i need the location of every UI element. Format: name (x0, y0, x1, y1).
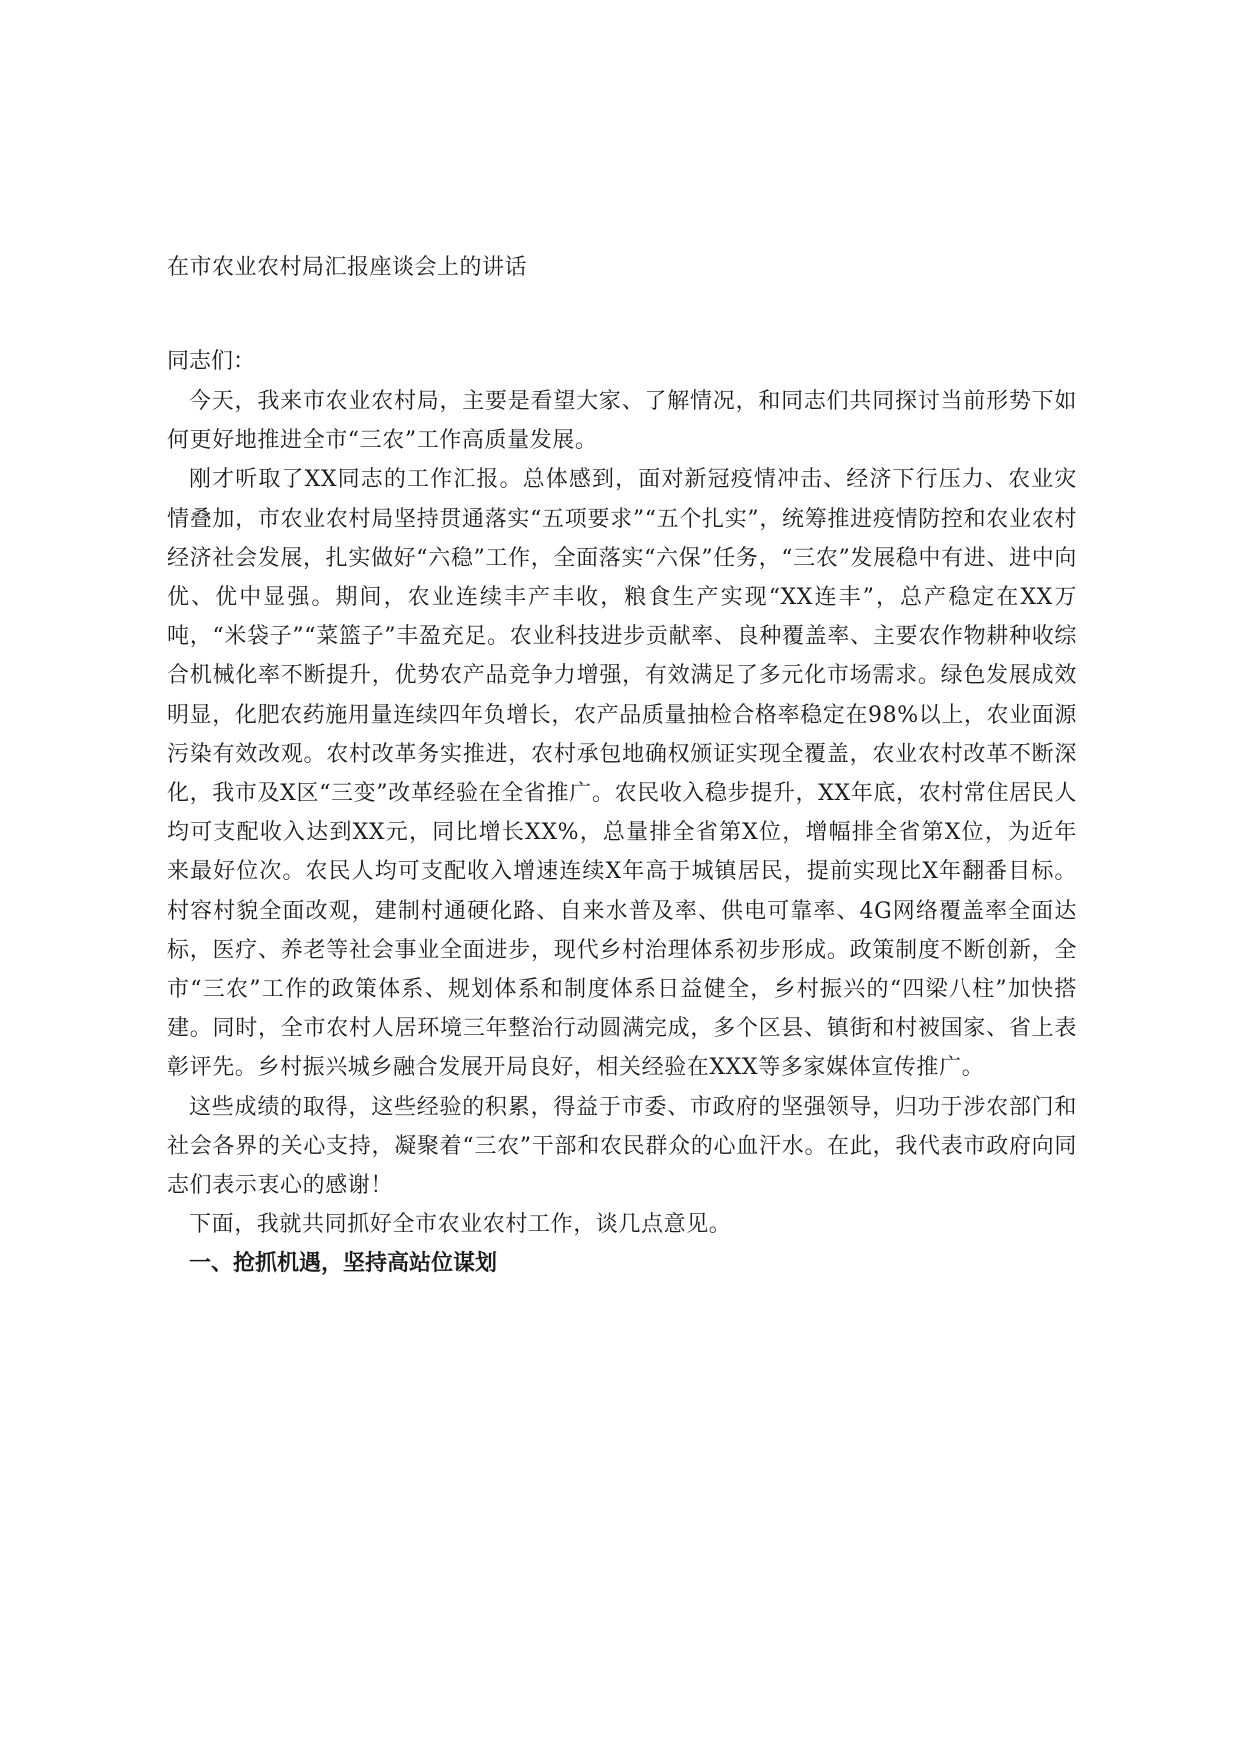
document-title: 在市农业农村局汇报座谈会上的讲话 (167, 255, 528, 280)
section-heading: 一、抢抓机遇，坚持高站位谋划 (189, 1251, 498, 1277)
paragraph-achievements: 刚才听取了XX同志的工作汇报。总体感到，面对新冠疫情冲击、经济下行压力、农业灾情叠加，市农业农村局坚持贯通落实“五项要求”“五个扎实”，统筹推进疫情防控和农业农村经济社会发展，扎实做好“六稳”工作，全面落实“六保”任务，“三农”发展稳中有进、进中向优、优中显强。期间，农业连续丰产丰收，粮食生产实现“XX连丰”，总产稳定在XX万吨，“米袋子”“菜篮子”丰盈充足。农业科技进步贡献率、良种覆盖率、主要农作物耕种收综合机械化率不断提升，优势农产品竞争力增强，有效满足了多元化市场需求。绿色发展成效明显，化肥农药施用量连续四年负增长，农产品质量抽检合格率稳定在98%以上，农业面源污染有效改观。农村改革务实推进，农村承包地确权颁证实现全覆盖，农业农村改革不断深化，我市及X区“三变”改革经验在全省推广。农民收入稳步提升，XX年底，农村常住居民人均可支配收入达到XX元，同比增长XX%，总量排全省第X位，增幅排全省第X位，为近年来最好位次。农民人均可支配收入增速连续X年高于城镇居民，提前实现比X年翻番目标。村容村貌全面改观，建制村通硬化路、自来水普及率、供电可靠率、4G网络覆盖率全面达标，医疗、养老等社会事业全面进步，现代乡村治理体系初步形成。政策制度不断创新，全市“三农”工作的政策体系、规划体系和制度体系日益健全，乡村振兴的“四梁八柱”加快搭建。同时，全市农村人居环境三年整治行动圆满完成，多个区县、镇街和村被国家、省上表彰评先。乡村振兴城乡融合发展开局良好，相关经验在XXX等多家媒体宣传推广。 (167, 467, 1077, 1081)
salutation: 同志们： (167, 349, 256, 374)
paragraph-transition: 下面，我就共同抓好全市农业农村工作，谈几点意见。 (189, 1212, 732, 1238)
paragraph-thanks: 这些成绩的取得，这些经验的积累，得益于市委、市政府的坚强领导，归功于涉农部门和社会各界的关心支持，凝聚着“三农”干部和农民群众的心血汗水。在此，我代表市政府向同志们表示衷心的感谢！ (167, 1094, 1077, 1199)
document-body (167, 382, 1077, 1284)
paragraph-intro: 今天，我来市农业农村局，主要是看望大家、了解情况，和同志们共同探讨当前形势下如何更好地推进全市“三农”工作高质量发展。 (167, 389, 1077, 454)
